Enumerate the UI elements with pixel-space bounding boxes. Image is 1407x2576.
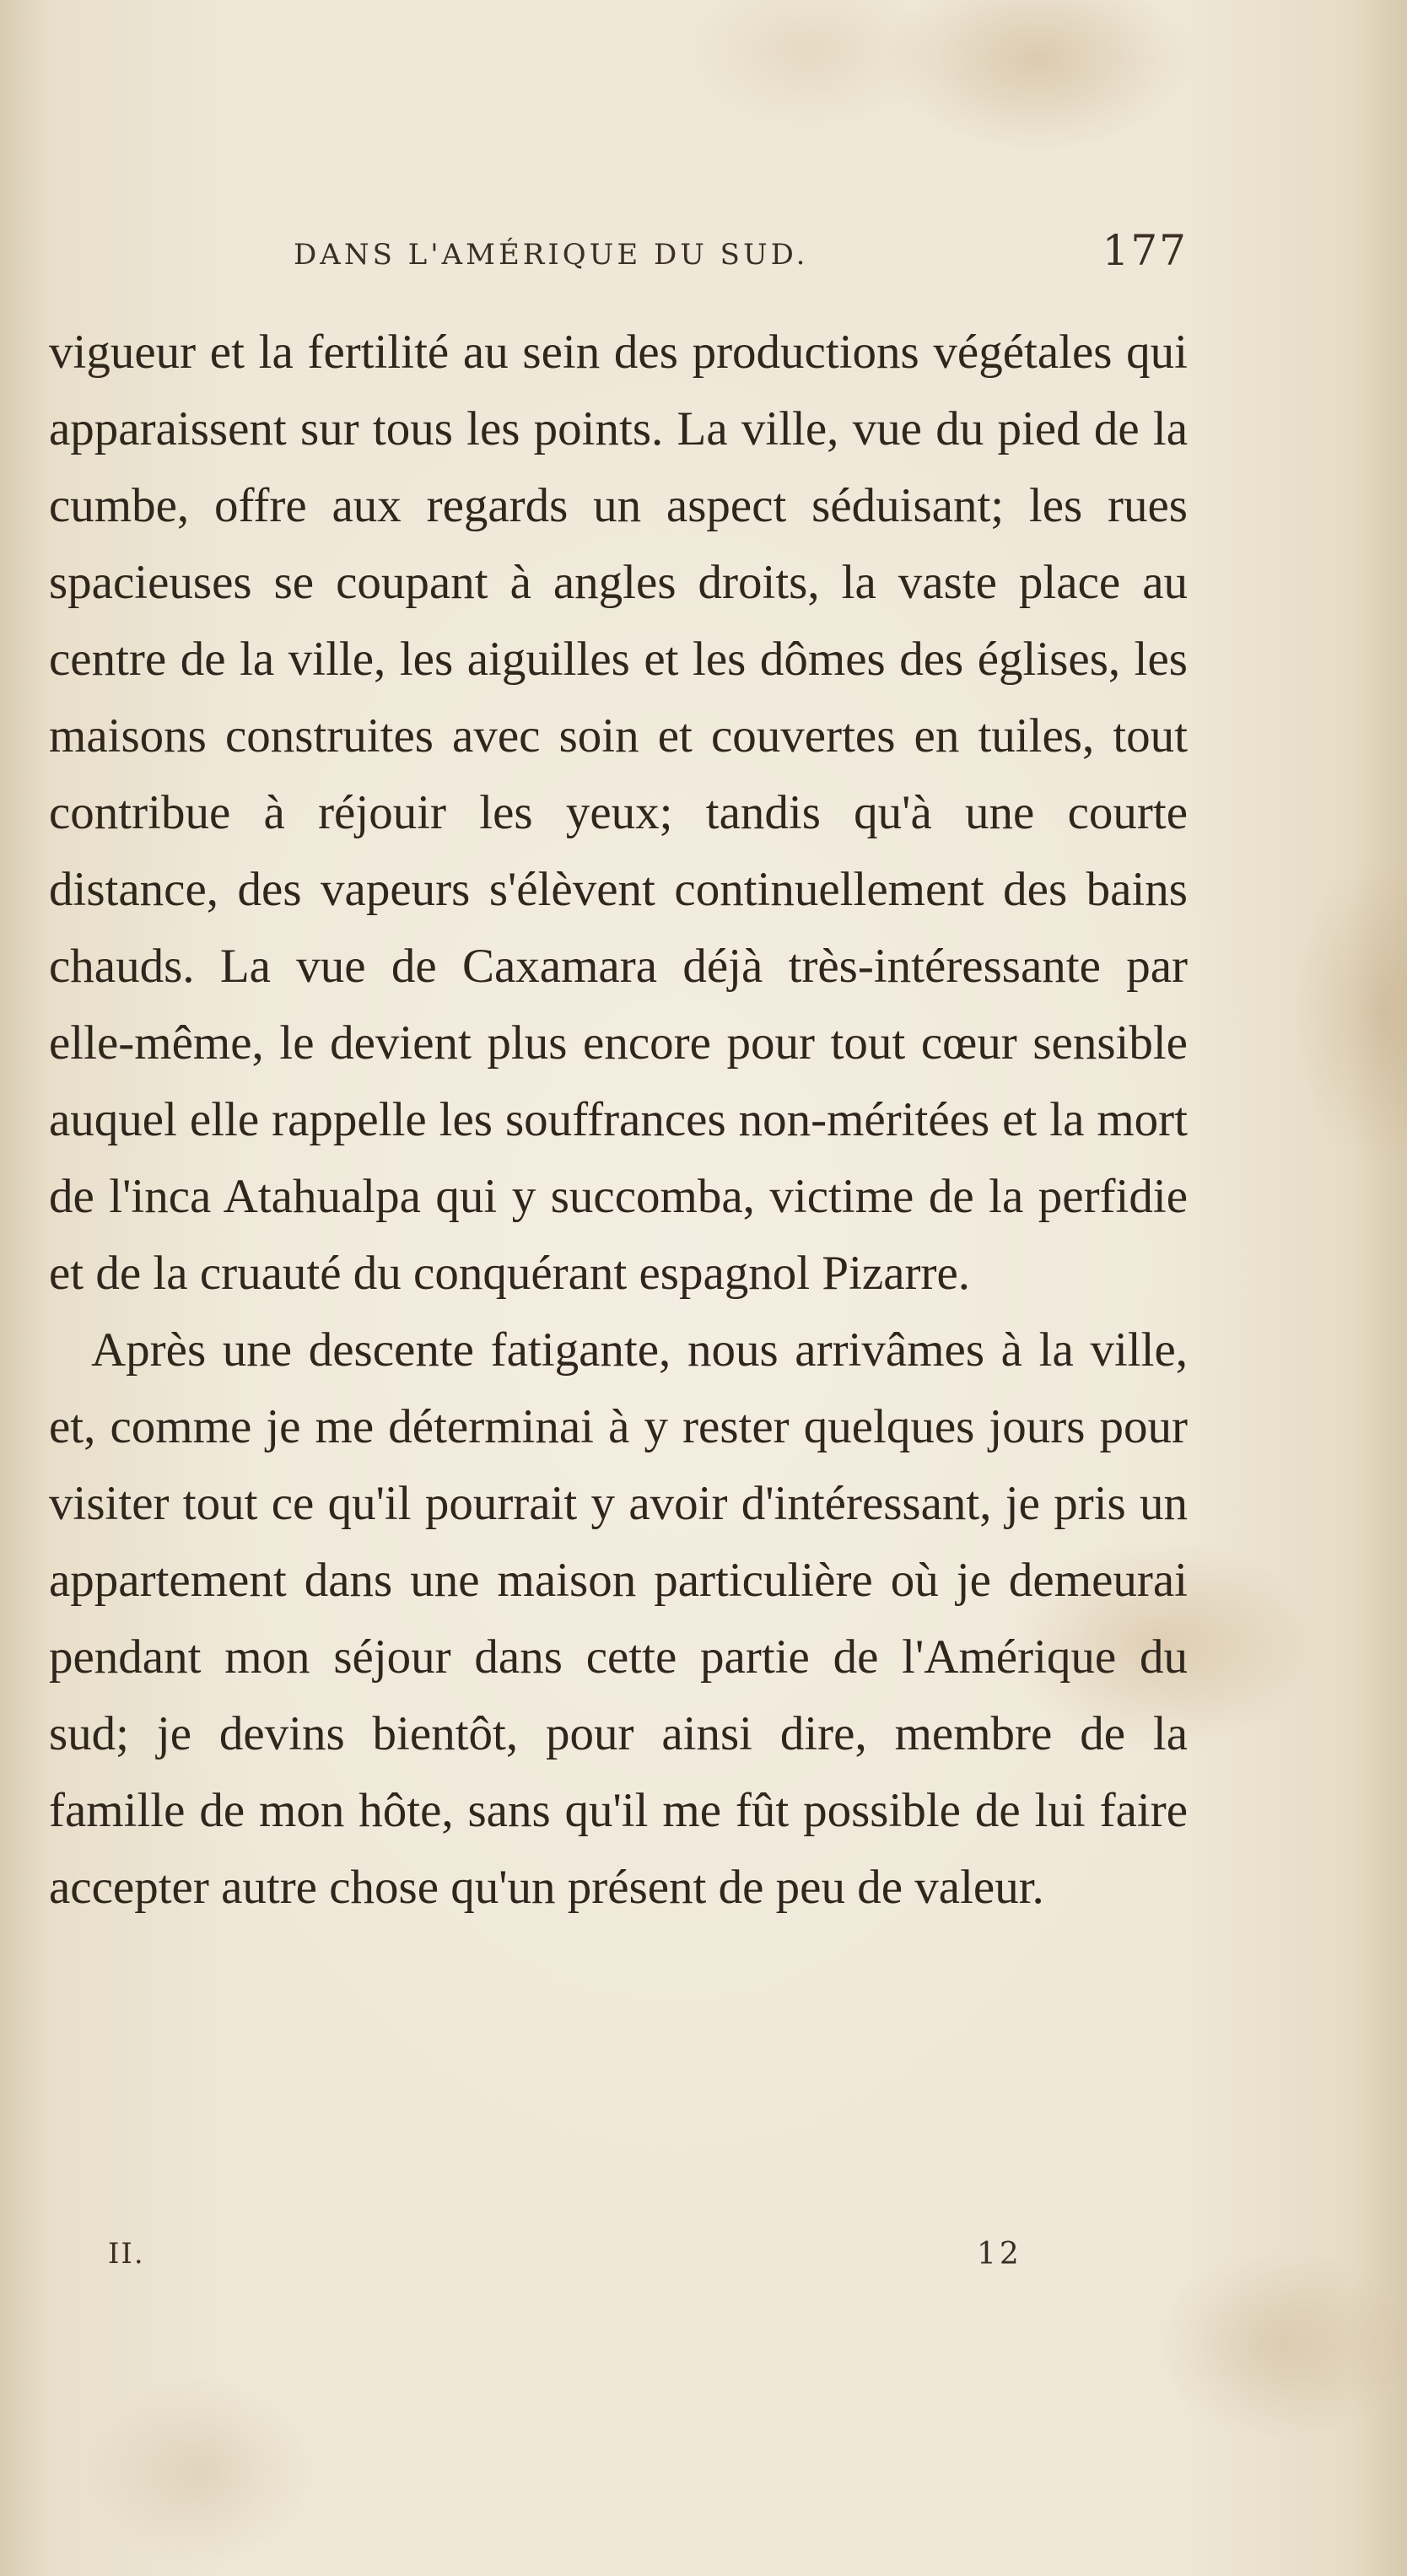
paragraph-continuation: vigueur et la fertilité au sein des productions végétales qui apparaissent sur tous les points. La ville, vue du pied de la cumbe, offre aux regards un aspect séduisant; les rues spacieuses se coupant à angles droits, la vaste place au centre de la ville, les aiguilles et les dômes des églises, les maisons construites avec soin et couvertes en tuiles, tout contribue à réjouir les yeux; tandis qu'à une courte distance, des vapeurs s'élèvent continuellement des bains chauds. La vue de Caxamara déjà très-intéressante par elle-même, le devient plus encore pour tout cœur sensible auquel elle rappelle les souffrances non-méritées et la mort de l'inca Atahualpa qui y succomba, victime de la perfidie et de la cruauté du conquérant espagnol Pizarre. [49,326,1188,1300]
body-text [49,314,1188,1926]
signature-mark: 12 [977,2237,1022,2272]
page-footer [108,2237,1036,2288]
running-head: DANS L'AMÉRIQUE DU SUD. [294,238,809,272]
volume-mark: II. [108,2237,145,2271]
page-header [294,226,1188,294]
page-number: 177 [1102,226,1188,275]
paragraph-arrival: Après une descente fatigante, nous arrivâmes à la ville, et, comme je me déterminai à y rester quelques jours pour visiter tout ce qu'il pourrait y avoir d'intéressant, je pris un appartement dans une maison particulière où je demeurai pendant mon séjour dans cette partie de l'Amérique du sud; je devins bientôt, pour ainsi dire, membre de la famille de mon hôte, sans qu'il me fût possible de lui faire accepter autre chose qu'un présent de peu de valeur. [49,1323,1188,1914]
